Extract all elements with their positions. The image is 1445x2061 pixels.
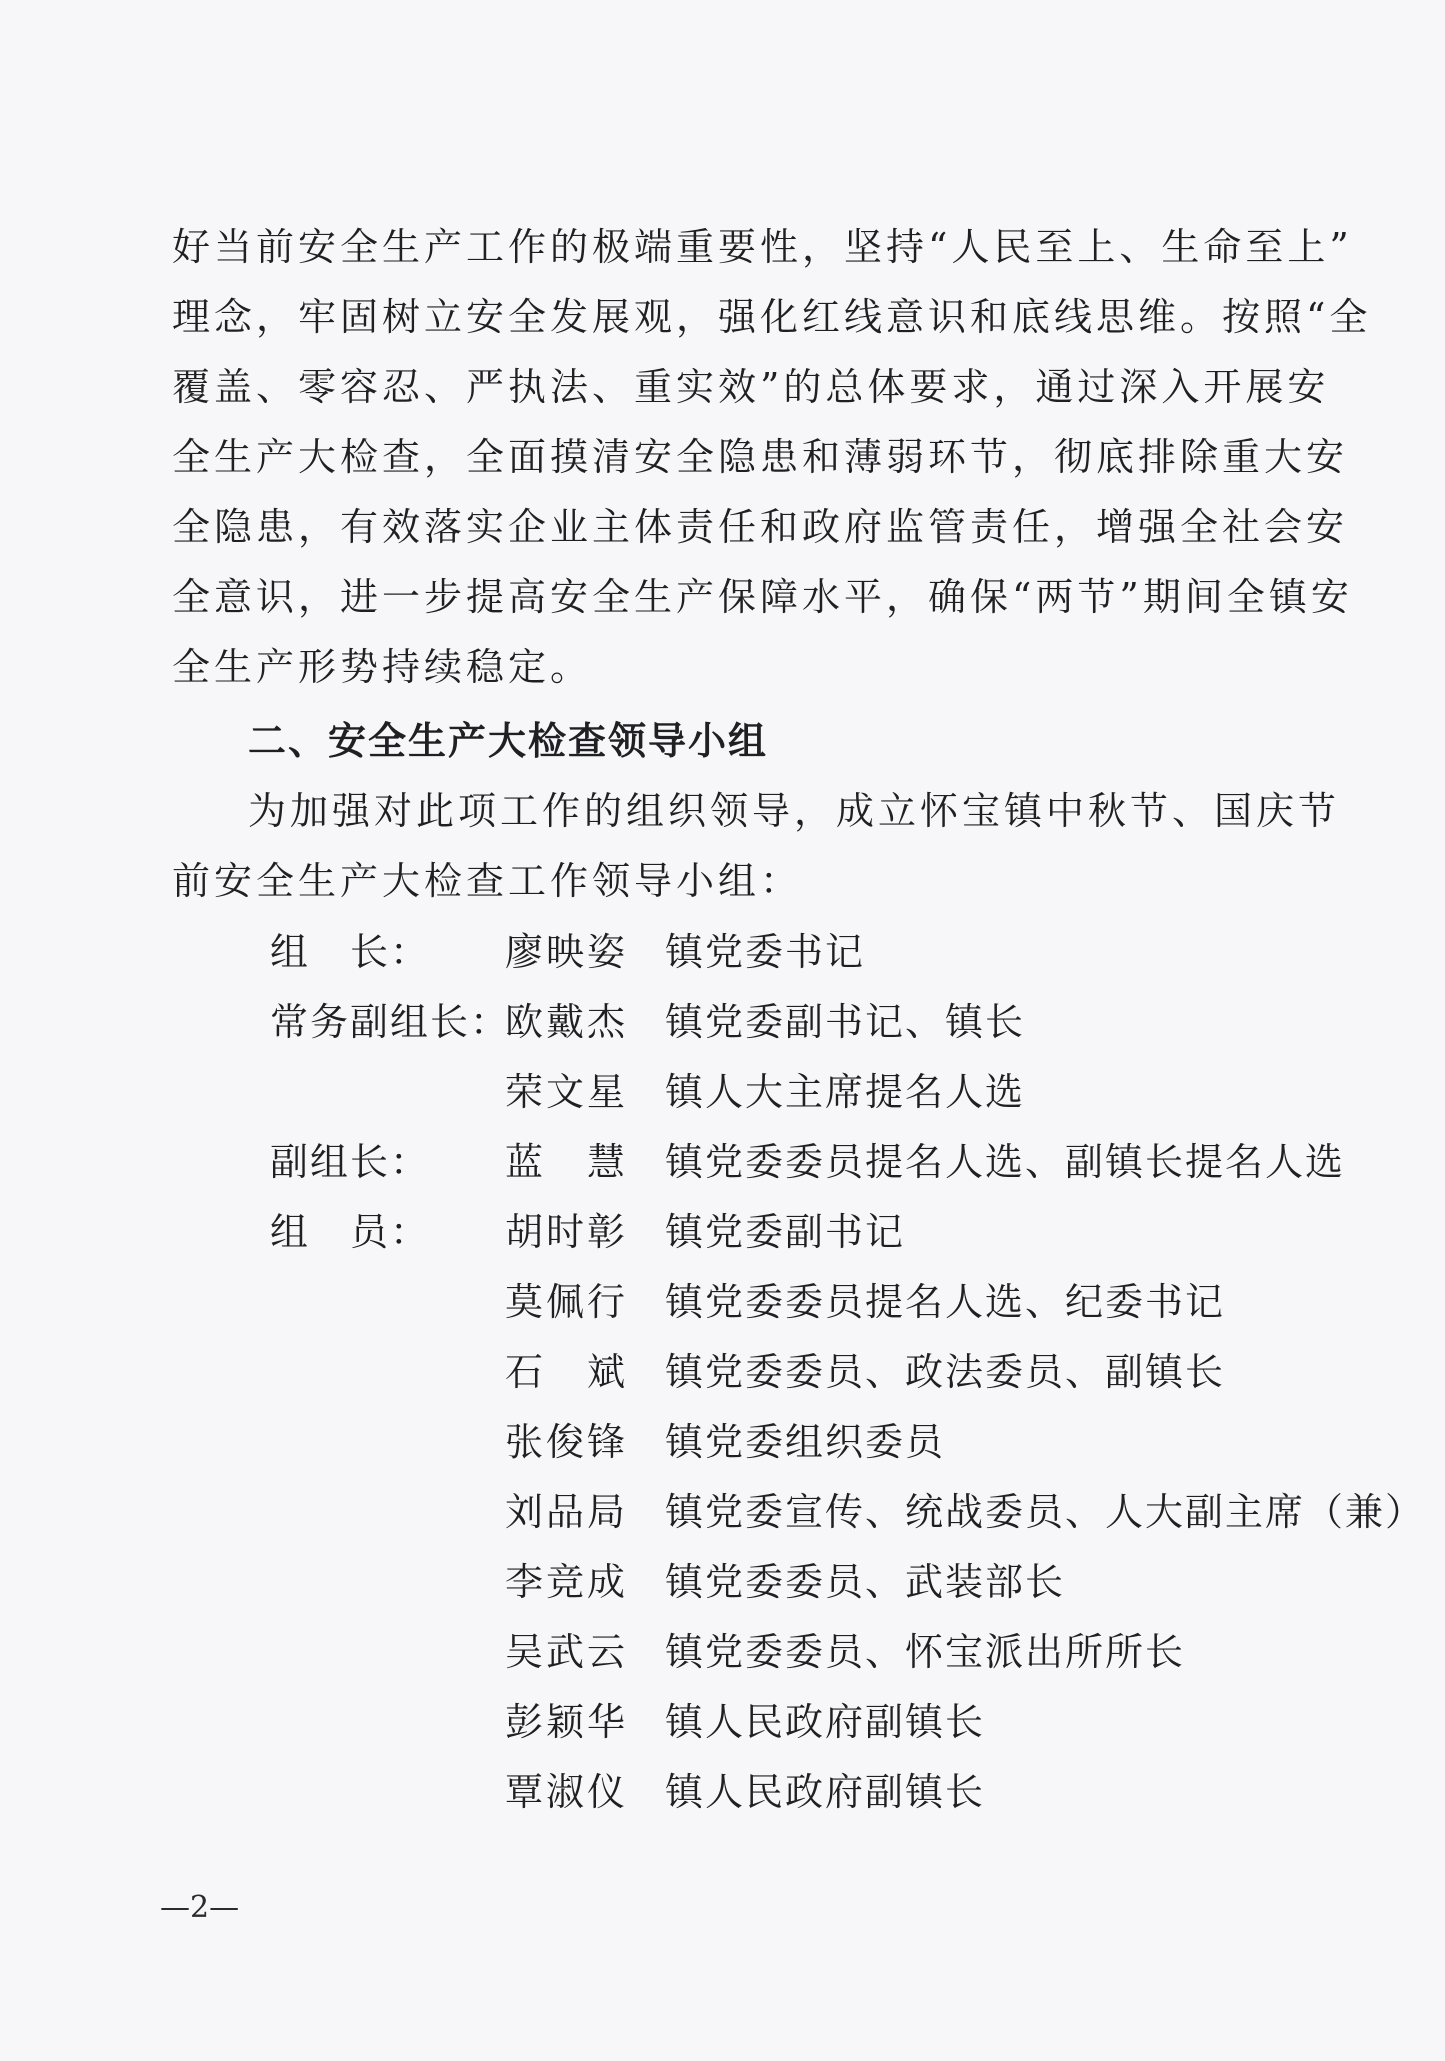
paragraph-line: 前安全生产大检查工作领导小组： xyxy=(172,859,803,903)
person-name: 李竞成 xyxy=(505,1560,629,1604)
section-heading: 二、安全生产大检查领导小组 xyxy=(248,719,769,763)
person-name: 刘品局 xyxy=(505,1490,629,1534)
person-name: 欧戴杰 xyxy=(505,1000,629,1044)
paragraph-line: 理念，牢固树立安全发展观，强化红线意识和底线思维。按照“全 xyxy=(172,295,1372,339)
person-title: 镇党委委员、政法委员、副镇长 xyxy=(665,1350,1226,1394)
person-name: 彭颖华 xyxy=(505,1700,629,1744)
paragraph-line: 全生产大检查，全面摸清安全隐患和薄弱环节，彻底排除重大安 xyxy=(172,435,1349,479)
person-title: 镇党委副书记、镇长 xyxy=(665,1000,1026,1044)
role-label: 副组长： xyxy=(270,1140,431,1184)
person-name: 胡时彰 xyxy=(505,1210,629,1254)
person-name: 石 斌 xyxy=(505,1350,629,1394)
person-title: 镇党委委员、怀宝派出所所长 xyxy=(665,1630,1186,1674)
person-name: 张俊锋 xyxy=(505,1420,629,1464)
person-title: 镇党委组织委员 xyxy=(665,1420,946,1464)
person-title: 镇党委委员提名人选、副镇长提名人选 xyxy=(665,1140,1346,1184)
person-name: 蓝 慧 xyxy=(505,1140,629,1184)
paragraph-line: 全隐患，有效落实企业主体责任和政府监管责任，增强全社会安 xyxy=(172,505,1349,549)
person-name: 荣文星 xyxy=(505,1070,629,1114)
person-name: 吴武云 xyxy=(505,1630,629,1674)
role-label: 组 员： xyxy=(270,1210,431,1254)
person-title: 镇党委委员提名人选、纪委书记 xyxy=(665,1280,1226,1324)
paragraph-line: 全意识，进一步提高安全生产保障水平，确保“两节”期间全镇安 xyxy=(172,575,1353,619)
person-name: 莫佩行 xyxy=(505,1280,629,1324)
person-title: 镇人民政府副镇长 xyxy=(665,1700,986,1744)
person-name: 廖映姿 xyxy=(505,930,629,974)
person-title: 镇党委副书记 xyxy=(665,1210,906,1254)
paragraph-line: 好当前安全生产工作的极端重要性，坚持“人民至上、生命至上” xyxy=(172,225,1353,269)
role-label: 组 长： xyxy=(270,930,431,974)
person-title: 镇人民政府副镇长 xyxy=(665,1770,986,1814)
person-title: 镇党委委员、武装部长 xyxy=(665,1560,1066,1604)
person-title: 镇党委宣传、统战委员、人大副主席（兼） xyxy=(665,1490,1426,1534)
person-title: 镇人大主席提名人选 xyxy=(665,1070,1026,1114)
person-title: 镇党委书记 xyxy=(665,930,866,974)
role-label: 常务副组长： xyxy=(270,1000,511,1044)
paragraph-line: 全生产形势持续稳定。 xyxy=(172,645,593,689)
person-name: 覃淑仪 xyxy=(505,1770,629,1814)
paragraph-line: 为加强对此项工作的组织领导，成立怀宝镇中秋节、国庆节 xyxy=(248,789,1341,833)
page-number: —2— xyxy=(160,1890,240,1925)
paragraph-line: 覆盖、零容忍、严执法、重实效”的总体要求，通过深入开展安 xyxy=(172,365,1330,409)
